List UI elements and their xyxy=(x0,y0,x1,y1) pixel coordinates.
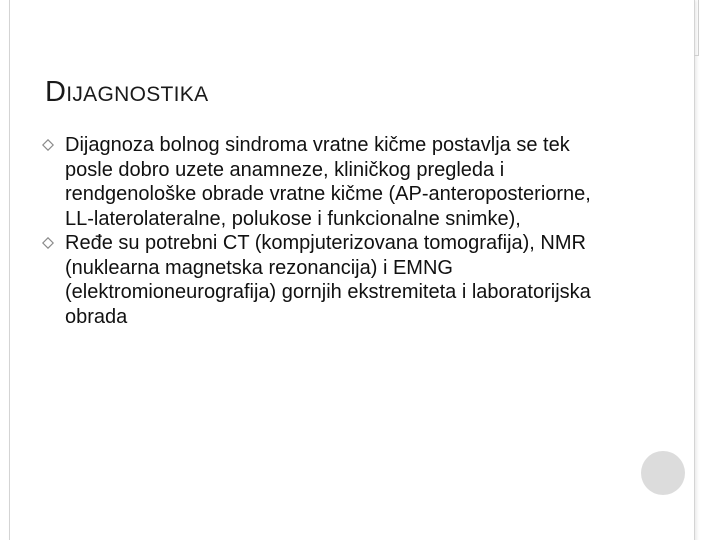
bullet-list xyxy=(40,133,620,329)
bullet-item-diagnosis xyxy=(40,133,620,231)
hollow-diamond-icon xyxy=(42,139,54,151)
slide-title-rest: IJAGNOSTIKA xyxy=(66,83,209,106)
frame-corner-accent xyxy=(694,0,699,56)
bullet-text: Dijagnoza bolnog sindroma vratne kičme postavlja se tek posle dobro uzete anamneze, kliničkog pregleda i rendgenološke obrade vratne kičme (AP-anteroposteriorne, LL-laterolateralne, polukose i funkcionalne snimke), xyxy=(65,134,591,230)
bullet-item-additional-tests xyxy=(40,231,620,329)
hollow-diamond-icon xyxy=(42,237,54,249)
bullet-text: Ređe su potrebni CT (kompjuterizovana tomografija), NMR (nuklearna magnetska rezonancija) i EMNG (elektromioneurografija) gornjih ekstremiteta i laboratorijska obrada xyxy=(65,232,591,328)
slide-title-initial: D xyxy=(45,76,67,108)
slide-title xyxy=(45,74,208,107)
decorative-circle xyxy=(641,451,685,495)
